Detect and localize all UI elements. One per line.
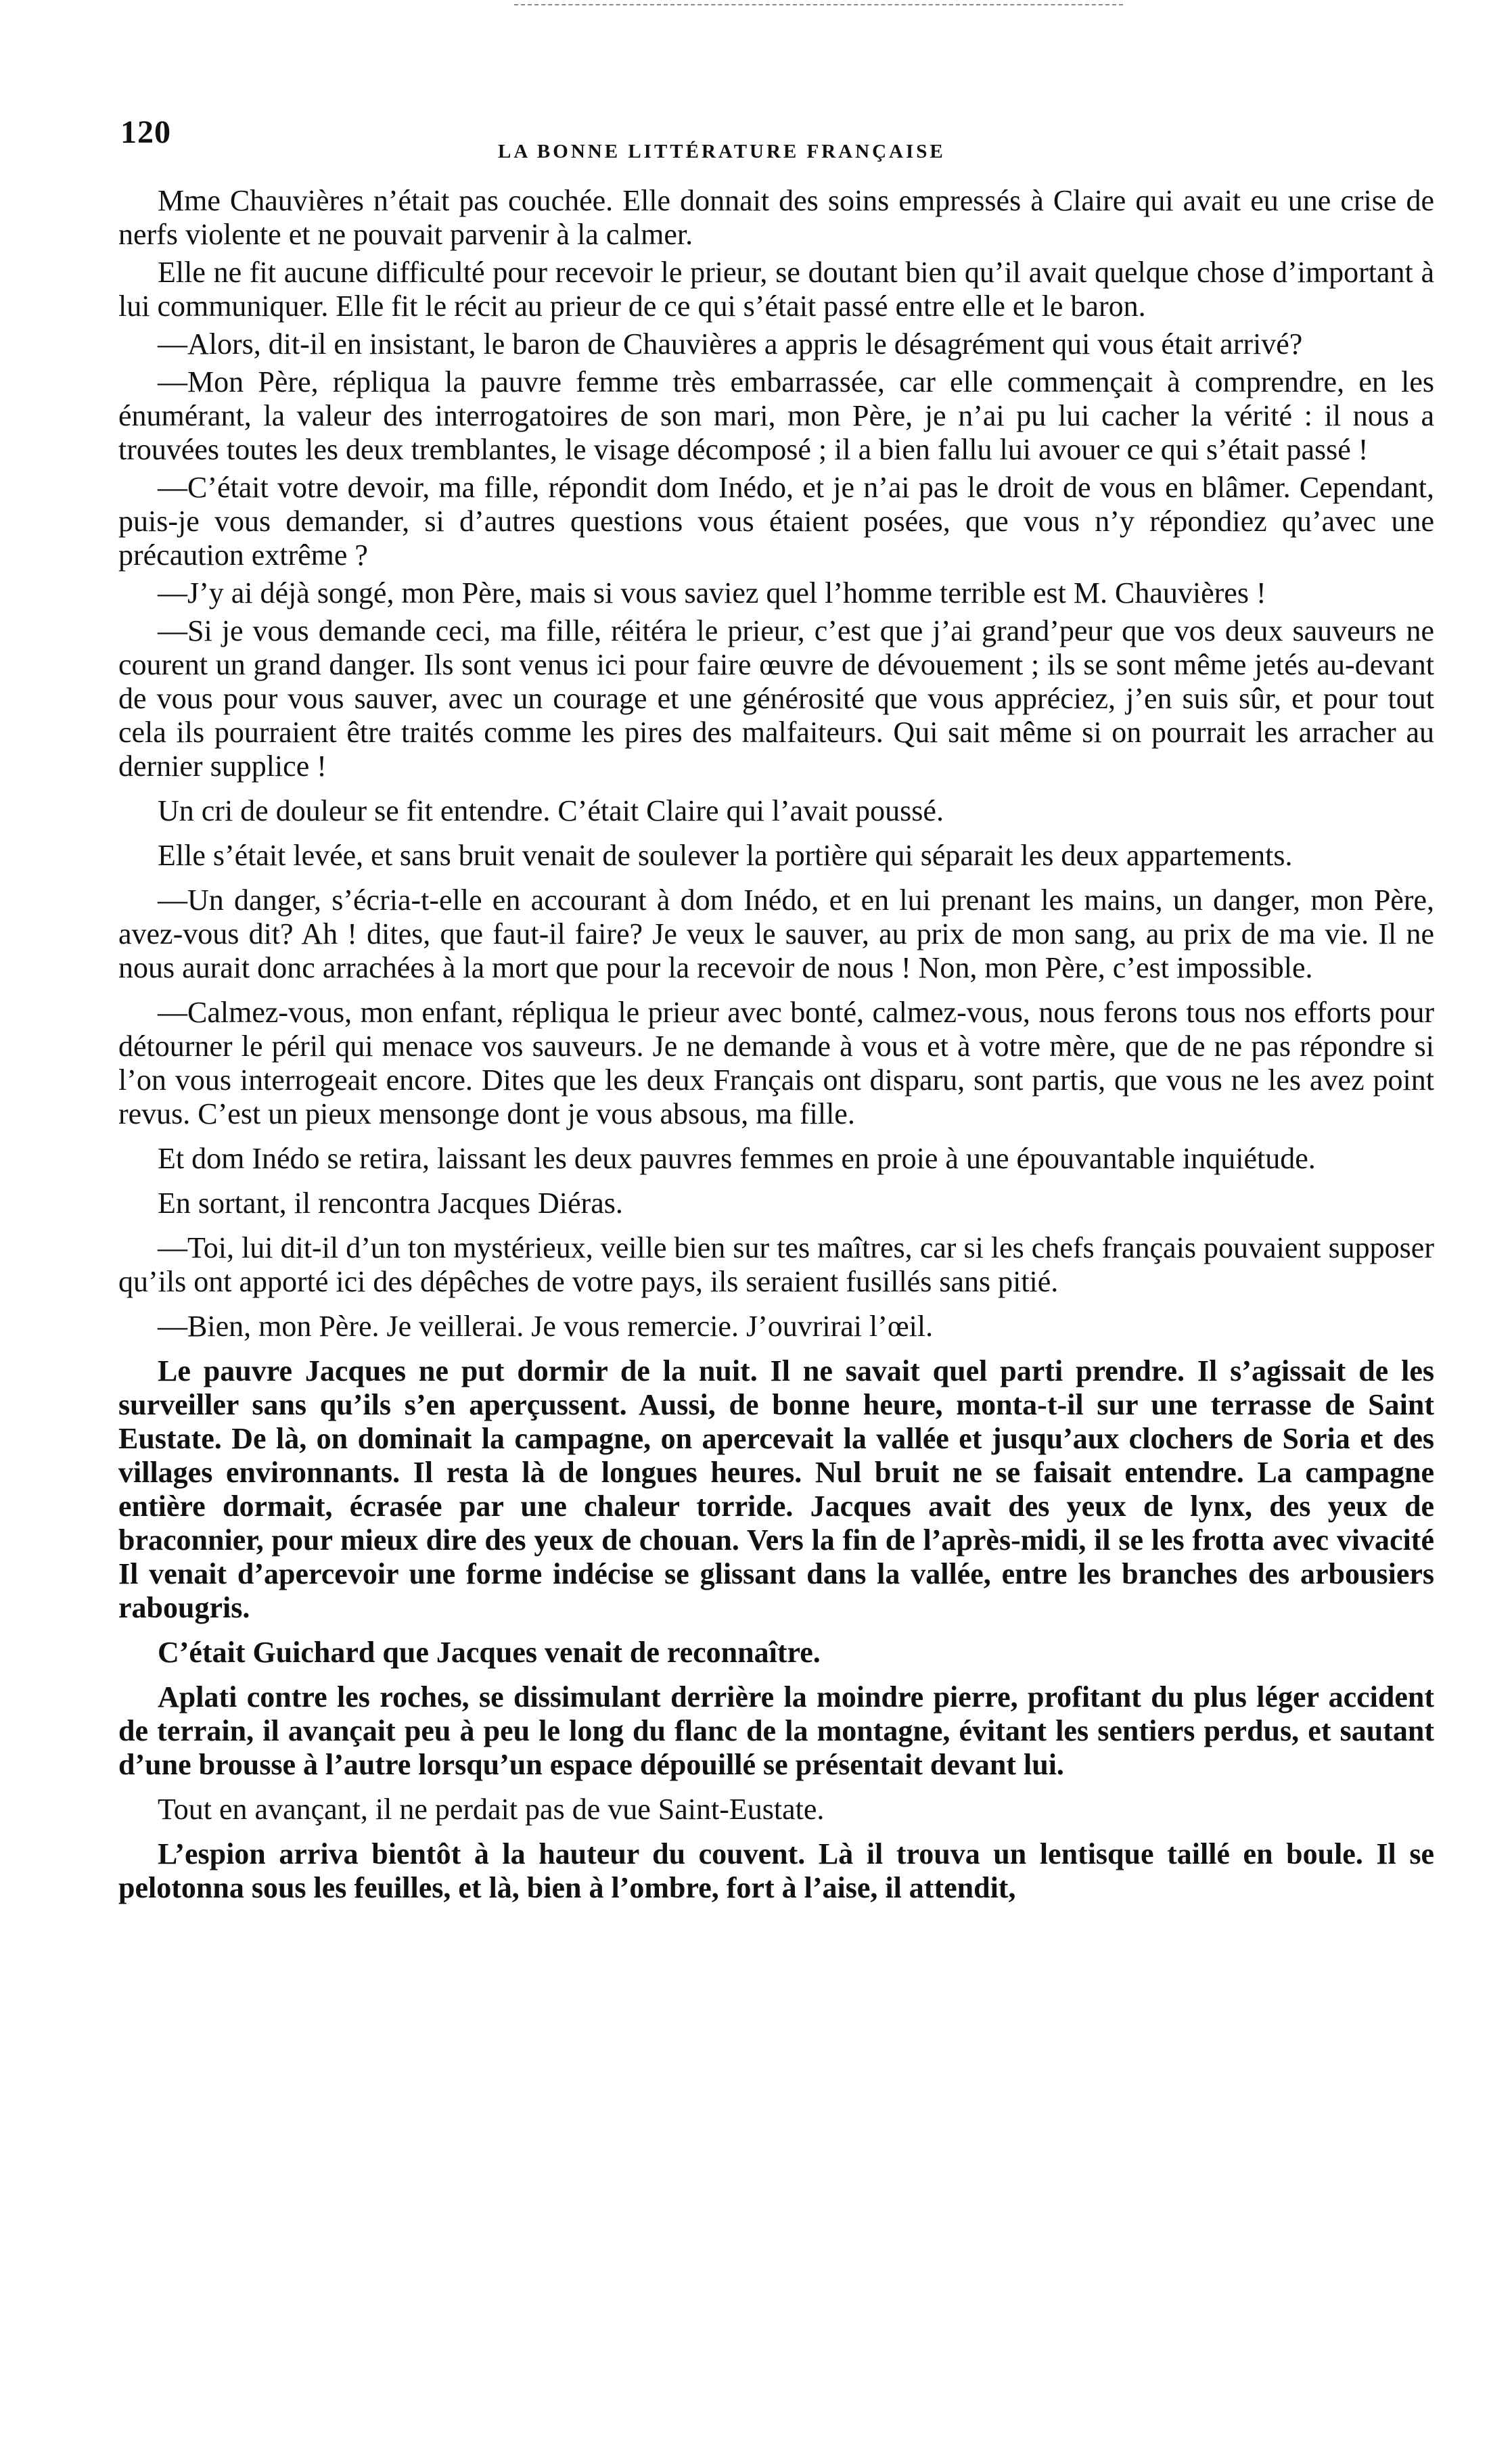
paragraph: —C’était votre devoir, ma fille, répondit dom Inédo, et je n’ai pas le droit de vous en blâmer. Cependant, puis-je vous demander, si d’autres questions vous étaient posées, que vous n’y répondiez qu’avec une précaution extrême ? (118, 471, 1434, 572)
scan-top-edge (514, 4, 1123, 5)
paragraph: —Bien, mon Père. Je veillerai. Je vous remercie. J’ouvrirai l’œil. (158, 1310, 934, 1343)
paragraph: En sortant, il rencontra Jacques Diéras. (158, 1187, 623, 1220)
page-header (120, 114, 1431, 162)
page-body (118, 184, 1434, 1916)
paragraph: C’était Guichard que Jacques venait de reconnaître. (158, 1636, 821, 1669)
paragraph: Le pauvre Jacques ne put dormir de la nuit. Il ne savait quel parti prendre. Il s’agissait de les surveiller sans qu’ils s’en aperçussent. Aussi, de bonne heure, monta-t-il sur une terrasse de Saint Eustate. De là, on dominait la campagne, on apercevait la vallée et jusqu’aux clochers de Soria et des villages environnants. Il resta là de longues heures. Nul bruit ne se faisait entendre. La campagne entière dormait, écrasée par une chaleur torride. Jacques avait des yeux de lynx, des yeux de braconnier, pour mieux dire des yeux de chouan. Vers la fin de l’après-midi, il se les frotta avec vivacité Il venait d’apercevoir une forme indécise se glissant dans la vallée, entre les branches des arbousiers rabougris. (118, 1354, 1434, 1624)
paragraph: Tout en avançant, il ne perdait pas de vue Saint-Eustate. (158, 1793, 825, 1826)
paragraph: Aplati contre les roches, se dissimulant derrière la moindre pierre, profitant du plus léger accident de terrain, il avançait peu à peu le long du flanc de la montagne, évitant les sentiers perdus, et sautant d’une brousse à l’autre lorsqu’un espace dépouillé se présentait devant lui. (118, 1680, 1434, 1781)
paragraph: —Si je vous demande ceci, ma fille, réitéra le prieur, c’est que j’ai grand’peur que vos deux sauveurs ne courent un grand danger. Ils sont venus ici pour faire œuvre de dévouement ; ils se sont même jetés au-devant de vous pour vous sauver, avec un courage et une générosité que vous appréciez, j’en suis sûr, et pour tout cela ils pourraient être traités comme les pires des malfaiteurs. Qui sait même si on pourrait les arracher au dernier supplice ! (118, 614, 1434, 783)
paragraph: L’espion arriva bientôt à la hauteur du couvent. Là il trouva un lentisque taillé en boule. Il se pelotonna sous les feuilles, et là, bien à l’ombre, fort à l’aise, il attendit, (118, 1837, 1434, 1904)
running-title: LA BONNE LITTÉRATURE FRANÇAISE (498, 141, 946, 162)
paragraph: Mme Chauvières n’était pas couchée. Elle donnait des soins empressés à Claire qui avait eu une crise de nerfs violente et ne pouvait parvenir à la calmer. (118, 184, 1434, 251)
paragraph: Elle ne fit aucune difficulté pour recevoir le prieur, se doutant bien qu’il avait quelque chose d’important à lui communiquer. Elle fit le récit au prieur de ce qui s’était passé entre elle et le baron. (118, 256, 1434, 323)
paragraph: —Calmez-vous, mon enfant, répliqua le prieur avec bonté, calmez-vous, nous ferons tous nos efforts pour détourner le péril qui menace vos sauveurs. Je ne demande à vous et à votre mère, que de ne pas répondre si l’on vous interrogeait encore. Dites que les deux Français ont disparu, sont partis, que vous ne les avez point revus. C’est un pieux mensonge dont je vous absous, ma fille. (118, 996, 1434, 1130)
paragraph: Et dom Inédo se retira, laissant les deux pauvres femmes en proie à une épouvantable inquiétude. (158, 1142, 1316, 1175)
paragraph: —J’y ai déjà songé, mon Père, mais si vous saviez quel l’homme terrible est M. Chauvières ! (158, 576, 1266, 610)
paragraph: Elle s’était levée, et sans bruit venait de soulever la portière qui séparait les deux appartements. (158, 839, 1293, 872)
paragraph: —Un danger, s’écria-t-elle en accourant à dom Inédo, et en lui prenant les mains, un danger, mon Père, avez-vous dit? Ah ! dites, que faut-il faire? Je veux le sauver, au prix de mon sang, au prix de ma vie. Il ne nous aurait donc arrachées à la mort que pour la recevoir de nous ! Non, mon Père, c’est impossible. (118, 883, 1434, 984)
paragraph: —Mon Père, répliqua la pauvre femme très embarrassée, car elle commençait à comprendre, en les énumérant, la valeur des interrogatoires de son mari, mon Père, je n’ai pu lui cacher la vérité : il nous a trouvées toutes les deux tremblantes, le visage décomposé ; il a bien fallu lui avouer ce qui s’était passé ! (118, 365, 1434, 466)
page-number: 120 (120, 114, 171, 150)
paragraph: Un cri de douleur se fit entendre. C’était Claire qui l’avait poussé. (158, 794, 944, 827)
paragraph: —Alors, dit-il en insistant, le baron de Chauvières a appris le désagrément qui vous était arrivé? (158, 327, 1303, 361)
paragraph: —Toi, lui dit-il d’un ton mystérieux, veille bien sur tes maîtres, car si les chefs français pouvaient supposer qu’ils ont apporté ici des dépêches de votre pays, ils seraient fusillés sans pitié. (118, 1231, 1434, 1298)
